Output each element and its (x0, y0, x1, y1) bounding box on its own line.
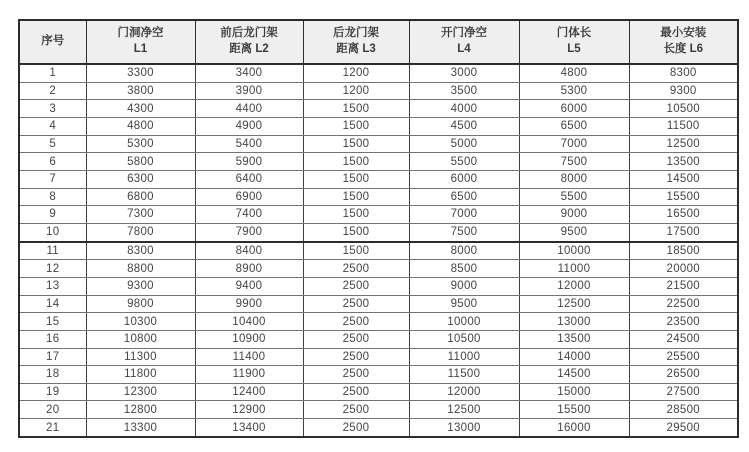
value-cell: 13300 (86, 419, 195, 437)
value-cell: 6900 (195, 188, 303, 206)
value-cell: 3500 (409, 82, 519, 100)
value-cell: 1200 (303, 82, 409, 100)
table-head (19, 20, 738, 64)
value-cell: 11400 (195, 348, 303, 366)
header-label-line: 前后龙门架 (220, 27, 278, 40)
value-cell: 8900 (195, 260, 303, 278)
value-cell: 5500 (519, 188, 629, 206)
value-cell: 7000 (519, 135, 629, 153)
value-cell: 4000 (409, 100, 519, 118)
value-cell: 13500 (629, 153, 738, 171)
table-row (19, 170, 738, 188)
table-row (19, 383, 738, 401)
column-header-l6 (629, 20, 738, 64)
value-cell: 3000 (409, 64, 519, 82)
value-cell: 8800 (86, 260, 195, 278)
table-row (19, 64, 738, 82)
row-index-cell: 6 (19, 153, 86, 171)
row-index-cell: 16 (19, 330, 86, 348)
value-cell: 4800 (86, 118, 195, 136)
value-cell: 12500 (629, 135, 738, 153)
value-cell: 15500 (519, 401, 629, 419)
value-cell: 14500 (519, 366, 629, 384)
row-index-cell: 4 (19, 118, 86, 136)
value-cell: 8300 (86, 242, 195, 260)
value-cell: 9300 (86, 278, 195, 296)
spec-table-container (18, 19, 739, 438)
value-cell: 11500 (629, 118, 738, 136)
value-cell: 10300 (86, 313, 195, 331)
table-row (19, 223, 738, 241)
header-label-line: 距离 L2 (229, 43, 269, 55)
value-cell: 11000 (409, 348, 519, 366)
value-cell: 6800 (86, 188, 195, 206)
table-row (19, 419, 738, 437)
value-cell: 6500 (519, 118, 629, 136)
value-cell: 2500 (303, 366, 409, 384)
header-label-line: L4 (457, 43, 471, 55)
value-cell: 23500 (629, 313, 738, 331)
row-index-cell: 12 (19, 260, 86, 278)
value-cell: 1500 (303, 170, 409, 188)
value-cell: 4500 (409, 118, 519, 136)
row-index-cell: 1 (19, 64, 86, 82)
table-row (19, 82, 738, 100)
spec-table (18, 19, 739, 438)
row-index-cell: 14 (19, 295, 86, 313)
value-cell: 3300 (86, 64, 195, 82)
value-cell: 9500 (409, 295, 519, 313)
row-index-cell: 11 (19, 242, 86, 260)
table-row (19, 278, 738, 296)
row-index-cell: 21 (19, 419, 86, 437)
value-cell: 9500 (519, 223, 629, 241)
column-header-l2 (195, 20, 303, 64)
header-label-line: 序号 (41, 35, 65, 48)
row-index-cell: 19 (19, 383, 86, 401)
value-cell: 1500 (303, 135, 409, 153)
row-index-cell: 5 (19, 135, 86, 153)
column-header-l5 (519, 20, 629, 64)
value-cell: 3800 (86, 82, 195, 100)
row-index-cell: 7 (19, 170, 86, 188)
value-cell: 5800 (86, 153, 195, 171)
value-cell: 16000 (519, 419, 629, 437)
value-cell: 18500 (629, 242, 738, 260)
value-cell: 10500 (629, 100, 738, 118)
value-cell: 9300 (629, 82, 738, 100)
value-cell: 2500 (303, 348, 409, 366)
value-cell: 1500 (303, 188, 409, 206)
column-header-l3 (303, 20, 409, 64)
table-row (19, 330, 738, 348)
value-cell: 6500 (409, 188, 519, 206)
value-cell: 15000 (519, 383, 629, 401)
value-cell: 13500 (519, 330, 629, 348)
column-header-xuhao (19, 20, 86, 64)
value-cell: 15500 (629, 188, 738, 206)
table-row (19, 206, 738, 224)
header-label-line: L5 (567, 43, 581, 55)
header-label-line: 门体长 (556, 27, 592, 40)
value-cell: 11900 (195, 366, 303, 384)
value-cell: 21500 (629, 278, 738, 296)
value-cell: 3900 (195, 82, 303, 100)
value-cell: 9900 (195, 295, 303, 313)
table-row (19, 100, 738, 118)
value-cell: 11500 (409, 366, 519, 384)
value-cell: 22500 (629, 295, 738, 313)
table-row (19, 188, 738, 206)
value-cell: 29500 (629, 419, 738, 437)
value-cell: 8000 (409, 242, 519, 260)
value-cell: 14500 (629, 170, 738, 188)
table-row (19, 135, 738, 153)
column-header-l4 (409, 20, 519, 64)
value-cell: 16500 (629, 206, 738, 224)
value-cell: 3400 (195, 64, 303, 82)
column-header-l1 (86, 20, 195, 64)
header-label-line: 最小安装 (660, 27, 707, 40)
table-row (19, 153, 738, 171)
table-row (19, 366, 738, 384)
value-cell: 12400 (195, 383, 303, 401)
value-cell: 7400 (195, 206, 303, 224)
value-cell: 7900 (195, 223, 303, 241)
value-cell: 27500 (629, 383, 738, 401)
value-cell: 2500 (303, 313, 409, 331)
value-cell: 10400 (195, 313, 303, 331)
value-cell: 12800 (86, 401, 195, 419)
value-cell: 2500 (303, 401, 409, 419)
value-cell: 12500 (519, 295, 629, 313)
value-cell: 5400 (195, 135, 303, 153)
table-row (19, 260, 738, 278)
value-cell: 9800 (86, 295, 195, 313)
value-cell: 2500 (303, 278, 409, 296)
header-label-line: 距离 L3 (336, 43, 376, 55)
header-label-line: 后龙门架 (333, 27, 379, 40)
value-cell: 10900 (195, 330, 303, 348)
row-index-cell: 9 (19, 206, 86, 224)
row-index-cell: 2 (19, 82, 86, 100)
value-cell: 7500 (519, 153, 629, 171)
table-row (19, 313, 738, 331)
value-cell: 4400 (195, 100, 303, 118)
value-cell: 1500 (303, 223, 409, 241)
value-cell: 2500 (303, 295, 409, 313)
row-index-cell: 15 (19, 313, 86, 331)
row-index-cell: 17 (19, 348, 86, 366)
header-label-line: L1 (133, 43, 148, 55)
value-cell: 1500 (303, 118, 409, 136)
value-cell: 10500 (409, 330, 519, 348)
value-cell: 2500 (303, 419, 409, 437)
value-cell: 8300 (629, 64, 738, 82)
header-label-line: 门洞净空 (117, 27, 164, 40)
table-row (19, 348, 738, 366)
value-cell: 8000 (519, 170, 629, 188)
value-cell: 11000 (519, 260, 629, 278)
value-cell: 12300 (86, 383, 195, 401)
value-cell: 5900 (195, 153, 303, 171)
value-cell: 26500 (629, 366, 738, 384)
row-index-cell: 8 (19, 188, 86, 206)
value-cell: 5300 (86, 135, 195, 153)
value-cell: 13000 (409, 419, 519, 437)
value-cell: 6400 (195, 170, 303, 188)
header-label-line: 开门净空 (441, 27, 487, 40)
value-cell: 4300 (86, 100, 195, 118)
row-index-cell: 18 (19, 366, 86, 384)
value-cell: 8500 (409, 260, 519, 278)
value-cell: 6000 (409, 170, 519, 188)
table-row (19, 118, 738, 136)
value-cell: 9400 (195, 278, 303, 296)
value-cell: 12000 (409, 383, 519, 401)
table-row (19, 242, 738, 260)
value-cell: 7500 (409, 223, 519, 241)
value-cell: 1500 (303, 100, 409, 118)
value-cell: 11300 (86, 348, 195, 366)
value-cell: 10800 (86, 330, 195, 348)
value-cell: 7300 (86, 206, 195, 224)
value-cell: 1200 (303, 64, 409, 82)
value-cell: 25500 (629, 348, 738, 366)
header-row (19, 20, 738, 64)
value-cell: 20000 (629, 260, 738, 278)
value-cell: 7000 (409, 206, 519, 224)
value-cell: 17500 (629, 223, 738, 241)
value-cell: 12500 (409, 401, 519, 419)
value-cell: 13400 (195, 419, 303, 437)
value-cell: 10000 (409, 313, 519, 331)
value-cell: 5000 (409, 135, 519, 153)
row-index-cell: 20 (19, 401, 86, 419)
row-index-cell: 3 (19, 100, 86, 118)
value-cell: 2500 (303, 330, 409, 348)
value-cell: 12900 (195, 401, 303, 419)
value-cell: 9000 (409, 278, 519, 296)
value-cell: 2500 (303, 260, 409, 278)
value-cell: 14000 (519, 348, 629, 366)
table-body (19, 64, 738, 437)
row-index-cell: 10 (19, 223, 86, 241)
value-cell: 12000 (519, 278, 629, 296)
value-cell: 11800 (86, 366, 195, 384)
value-cell: 5300 (519, 82, 629, 100)
value-cell: 1500 (303, 153, 409, 171)
value-cell: 5500 (409, 153, 519, 171)
table-row (19, 295, 738, 313)
value-cell: 9000 (519, 206, 629, 224)
value-cell: 24500 (629, 330, 738, 348)
value-cell: 4800 (519, 64, 629, 82)
value-cell: 2500 (303, 383, 409, 401)
value-cell: 13000 (519, 313, 629, 331)
row-index-cell: 13 (19, 278, 86, 296)
value-cell: 6300 (86, 170, 195, 188)
value-cell: 7800 (86, 223, 195, 241)
value-cell: 4900 (195, 118, 303, 136)
header-label-line: 长度 L6 (663, 43, 704, 55)
value-cell: 10000 (519, 242, 629, 260)
value-cell: 6000 (519, 100, 629, 118)
value-cell: 8400 (195, 242, 303, 260)
value-cell: 1500 (303, 242, 409, 260)
value-cell: 28500 (629, 401, 738, 419)
table-row (19, 401, 738, 419)
value-cell: 1500 (303, 206, 409, 224)
